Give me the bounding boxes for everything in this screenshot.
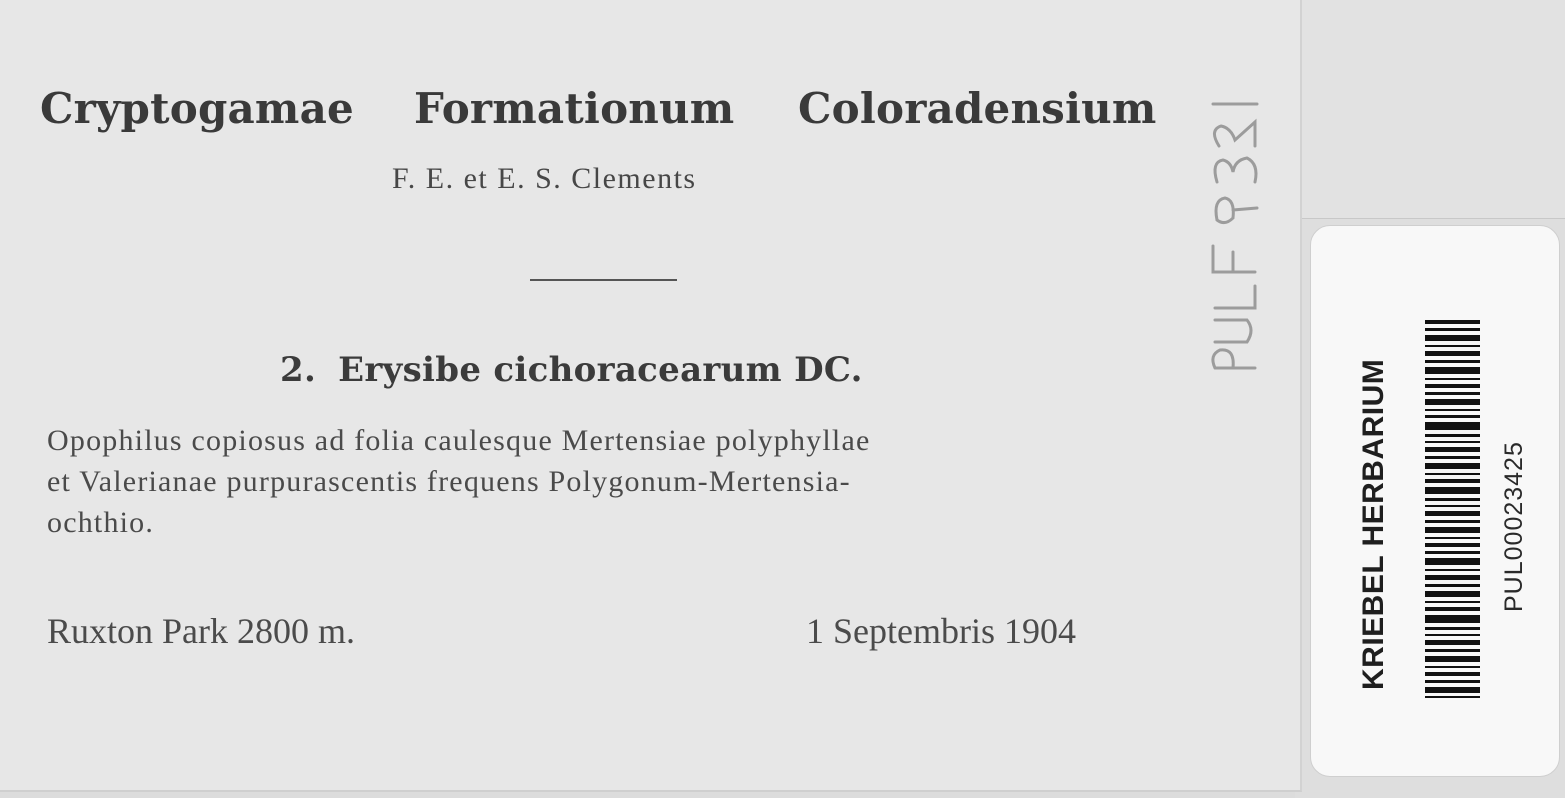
habitat-line-3: ochthio.: [47, 506, 155, 539]
barcode-graphic: [1425, 320, 1480, 698]
barcode-institution: KRIEBEL HERBARIUM: [1357, 358, 1390, 690]
exsiccata-number: 2.: [280, 350, 317, 390]
sheet-upper-area: [1300, 0, 1565, 219]
series-title-word-3: Coloradensium: [798, 84, 1157, 133]
series-title-word-1: Cryptogamae: [40, 84, 354, 133]
series-title-word-2: Formationum: [414, 84, 735, 133]
divider-rule: [530, 279, 677, 281]
barcode-catalog-number: PUL00023425: [1500, 441, 1528, 612]
species-name: Erysibe cichoracearum DC.: [338, 350, 863, 390]
collectors: F. E. et E. S. Clements: [392, 162, 697, 195]
handwritten-accession: [1195, 50, 1275, 380]
collection-date: 1 Septembris 1904: [806, 611, 1076, 651]
habitat-line-2: et Valerianae purpurascentis frequens Polygonum-Mertensia-: [47, 465, 851, 498]
species-heading: [280, 350, 863, 390]
habitat-line-1: Opophilus copiosus ad folia caulesque Mertensiae polyphyllae: [47, 424, 871, 457]
locality: Ruxton Park 2800 m.: [47, 611, 356, 651]
habitat-description: [47, 420, 1162, 543]
handwritten-accession-drawing: [1195, 50, 1275, 380]
